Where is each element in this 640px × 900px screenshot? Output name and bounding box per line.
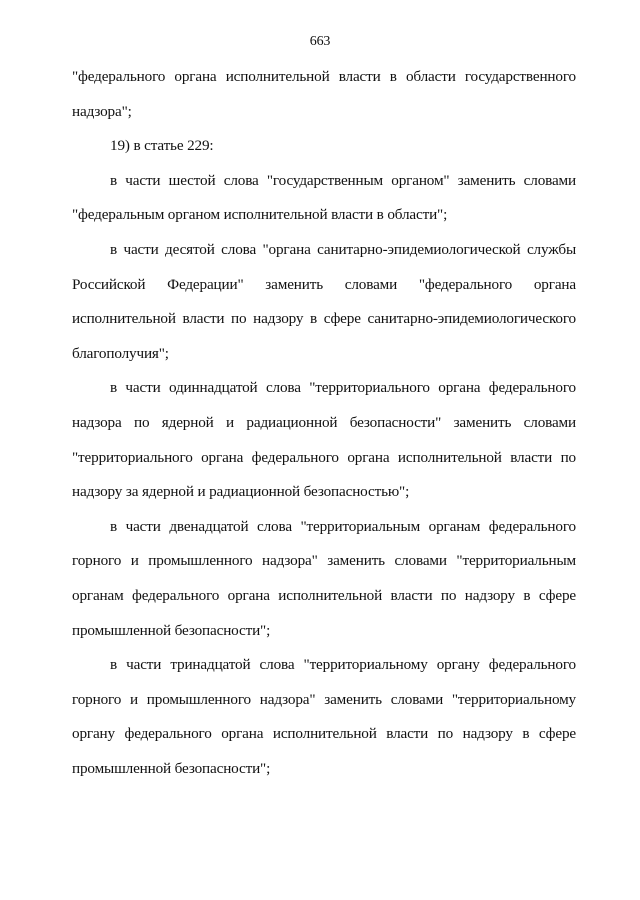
paragraph-part-13: в части тринадцатой слова "территориальному органу федерального горного и промышленного надзора" заменить словами "территориальному органу федерального органа исполнительной власти по надзору в сфере промышленной безопасности"; [72,656,576,777]
paragraph-part-6: в части шестой слова "государственным органом" заменить словами "федеральным органом исполнительной власти в области"; [72,171,576,224]
paragraph-part-10: в части десятой слова "органа санитарно-эпидемиологической службы Российской Федерации" заменить словами "федерального органа исполнительной власти по надзору в сфере санитарно-эпидемиологического благополучия"; [72,240,576,362]
paragraph-part-11: в части одиннадцатой слова "территориального органа федерального надзора по ядерной и радиационной безопасности" заменить словами "территориального органа федерального органа исполнительной власти по надзору за ядерной и радиационной безопасностью"; [72,379,576,501]
paragraph-item-19: 19) в статье 229: [110,137,214,155]
paragraph-part-12: в части двенадцатой слова "территориальным органам федерального горного и промышленного надзора" заменить словами "территориальным органам федерального органа исполнительной власти по надзору в сфере промышленной безопасности"; [72,517,576,639]
document-body [72,60,576,786]
page-number: 663 [309,34,331,49]
paragraph-continuation: "федерального органа исполнительной власти в области государственного надзора"; [72,68,576,120]
